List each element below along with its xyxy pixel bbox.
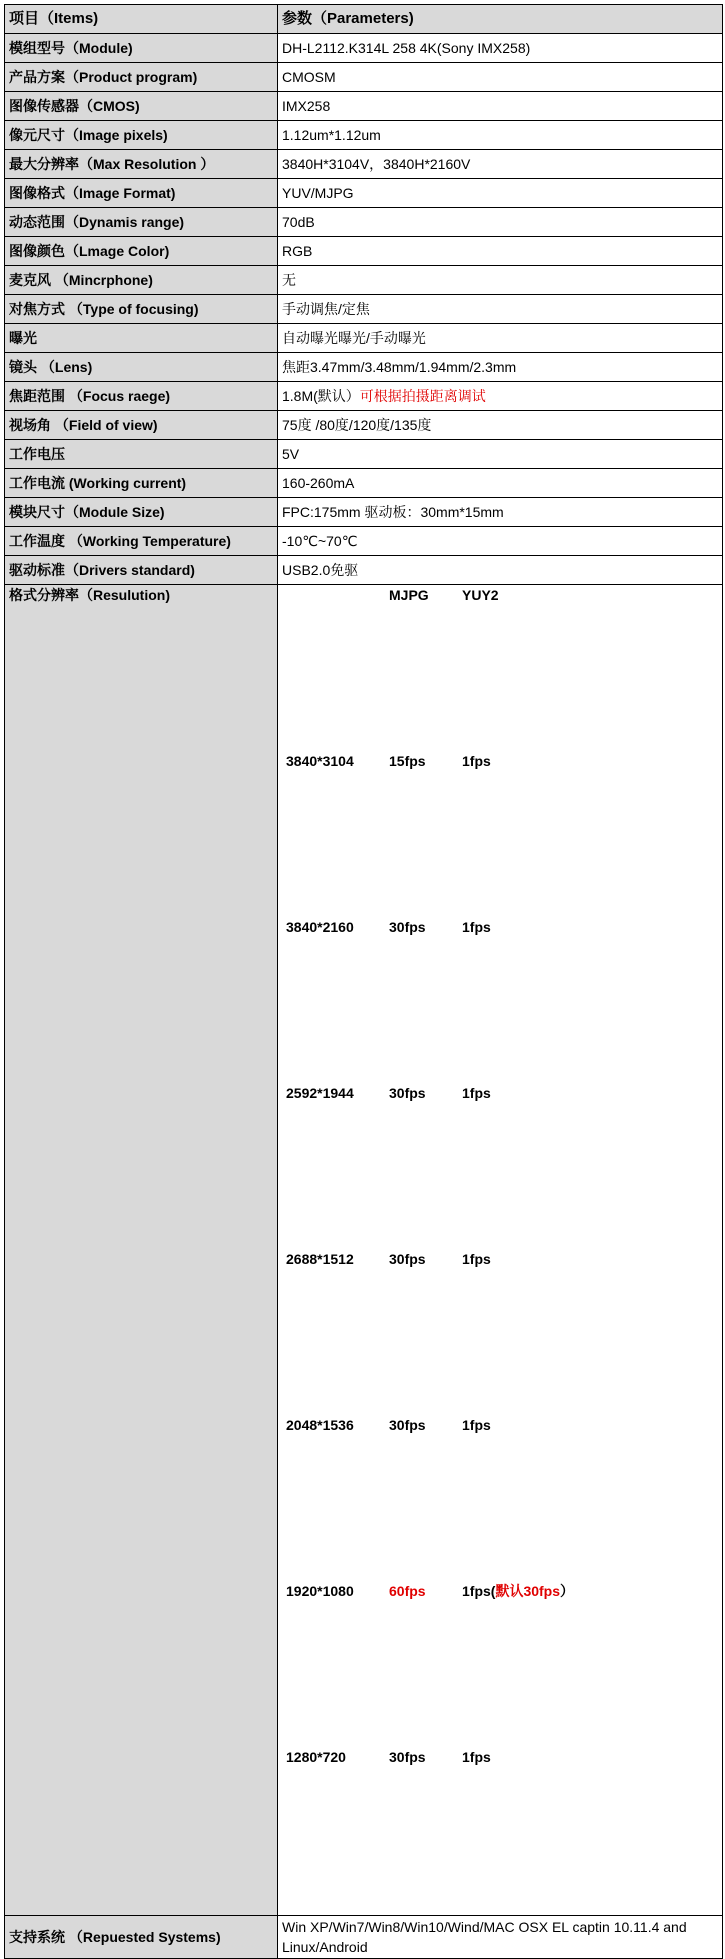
spec-value [278, 208, 723, 237]
resolution-size: 2048*1536 [286, 1417, 354, 1433]
spec-value [278, 237, 723, 266]
spec-value-text: -10℃~70℃ [282, 533, 358, 549]
spec-row [5, 382, 723, 411]
spec-value-text: 70dB [282, 214, 315, 230]
spec-value-text: 自动曝光曝光/手动曝光 [282, 330, 426, 346]
yuy2-fps-text: 1fps [462, 919, 491, 935]
spec-row [5, 150, 723, 179]
spec-value-text: RGB [282, 243, 313, 259]
spec-label: 视场角 （Field of view) [5, 411, 278, 440]
spec-label: 图像颜色（Lmage Color) [5, 237, 278, 266]
yuy2-fps [458, 1749, 626, 1915]
resolution-entry [282, 1583, 626, 1749]
resolution-entry [282, 1251, 626, 1417]
spec-value-note: 可根据拍摄距离调试 [359, 388, 486, 404]
spec-row [5, 179, 723, 208]
resolution-entry [282, 1417, 626, 1583]
spec-label: 像元尺寸（Image pixels) [5, 121, 278, 150]
resolution-label: 格式分辨率（Resulution) [5, 585, 278, 1916]
spec-value-text: 手动调焦/定焦 [282, 301, 370, 317]
resolution-size: 3840*3104 [286, 753, 354, 769]
spec-row [5, 498, 723, 527]
spec-label: 产品方案（Product program) [5, 63, 278, 92]
yuy2-fps-text: 1fps [462, 753, 491, 769]
spec-row [5, 208, 723, 237]
spec-row [5, 411, 723, 440]
spec-value-text: FPC:175mm 驱动板：30mm*15mm [282, 504, 504, 520]
spec-value-text: USB2.0免驱 [282, 562, 359, 578]
mjpg-fps: 30fps [389, 1417, 426, 1433]
yuy2-fps [458, 1417, 626, 1583]
spec-label: 图像传感器（CMOS) [5, 92, 278, 121]
resolution-size: 1920*1080 [286, 1583, 354, 1599]
spec-value-text: 1.12um*1.12um [282, 127, 381, 143]
resolution-entry [282, 1085, 626, 1251]
mjpg-fps: 30fps [389, 1085, 426, 1101]
resolution-row [5, 585, 723, 1916]
spec-value-text: 1.8M(默认） [282, 388, 360, 404]
spec-value-text: 160-260mA [282, 475, 355, 491]
spec-value-text: 无 [282, 272, 296, 288]
spec-value [278, 63, 723, 92]
spec-value [278, 382, 723, 411]
spec-label: 对焦方式 （Type of focusing) [5, 295, 278, 324]
spec-value [278, 92, 723, 121]
spec-row [5, 324, 723, 353]
systems-row [5, 1916, 723, 1959]
spec-value-text: 75度 /80度/120度/135度 [282, 417, 432, 433]
spec-value [278, 34, 723, 63]
spec-value [278, 527, 723, 556]
spec-label: 曝光 [5, 324, 278, 353]
spec-value-text: CMOSM [282, 69, 336, 85]
spec-value-text: IMX258 [282, 98, 331, 114]
resolution-entry [282, 753, 626, 919]
spec-value [278, 353, 723, 382]
mjpg-fps: 30fps [389, 1251, 426, 1267]
spec-value-text: 5V [282, 446, 300, 462]
yuy2-fps [458, 753, 626, 919]
mjpg-fps: 15fps [389, 753, 426, 769]
spec-value [278, 440, 723, 469]
spec-row [5, 121, 723, 150]
spec-label: 模组型号（Module) [5, 34, 278, 63]
spec-row [5, 92, 723, 121]
yuy2-fps [458, 1583, 626, 1749]
resolution-size: 2592*1944 [286, 1085, 354, 1101]
spec-value-text: 3840H*3104V，3840H*2160V [282, 156, 471, 172]
spec-row [5, 266, 723, 295]
spec-value [278, 121, 723, 150]
yuy2-fps [458, 919, 626, 1085]
yuy2-fps-text: 1fps [462, 1749, 491, 1765]
spec-label: 驱动标准（Drivers standard) [5, 556, 278, 585]
spec-value-text: YUV/MJPG [282, 185, 354, 201]
mjpg-fps: 60fps [389, 1583, 426, 1599]
spec-row [5, 440, 723, 469]
yuy2-fps-text: 1fps( [462, 1583, 496, 1599]
spec-table [4, 4, 723, 1959]
header-parameters: 参数（Parameters) [278, 5, 723, 34]
spec-row [5, 63, 723, 92]
mjpg-fps: 30fps [389, 1749, 426, 1765]
spec-value [278, 295, 723, 324]
spec-label: 焦距范围 （Focus raege) [5, 382, 278, 411]
spec-value [278, 411, 723, 440]
yuy2-default-note: 默认30fps [495, 1583, 561, 1599]
spec-value [278, 498, 723, 527]
resolution-size: 1280*720 [286, 1749, 346, 1765]
spec-value-text: 焦距3.47mm/3.48mm/1.94mm/2.3mm [282, 359, 517, 375]
resolution-table [282, 587, 626, 1915]
yuy2-fps-text: 1fps [462, 1417, 491, 1433]
mjpg-header: MJPG [389, 587, 429, 603]
spec-value [278, 266, 723, 295]
yuy2-fps [458, 1085, 626, 1251]
spec-label: 工作温度 （Working Temperature) [5, 527, 278, 556]
resolution-entry [282, 919, 626, 1085]
resolution-header-blank [282, 587, 385, 753]
resolution-header [282, 587, 626, 753]
resolution-values [278, 585, 723, 1916]
yuy2-fps-text: 1fps [462, 1251, 491, 1267]
spec-value [278, 556, 723, 585]
spec-label: 模块尺寸（Module Size) [5, 498, 278, 527]
spec-row [5, 469, 723, 498]
spec-row [5, 353, 723, 382]
yuy2-note-close: ） [560, 1583, 575, 1599]
spec-value-text: DH-L2112.K314L 258 4K(Sony IMX258) [282, 40, 531, 56]
resolution-entry [282, 1749, 626, 1915]
yuy2-fps [458, 1251, 626, 1417]
header-items: 项目（Items) [5, 5, 278, 34]
yuy2-header: YUY2 [462, 587, 499, 603]
resolution-size: 3840*2160 [286, 919, 354, 935]
spec-row [5, 527, 723, 556]
spec-value [278, 469, 723, 498]
spec-label: 最大分辨率（Max Resolution ） [5, 150, 278, 179]
spec-label: 工作电压 [5, 440, 278, 469]
spec-label: 镜头 （Lens) [5, 353, 278, 382]
spec-value [278, 324, 723, 353]
yuy2-fps-text: 1fps [462, 1085, 491, 1101]
spec-value [278, 150, 723, 179]
spec-row [5, 295, 723, 324]
spec-label: 动态范围（Dynamis range) [5, 208, 278, 237]
systems-value: Win XP/Win7/Win8/Win10/Wind/MAC OSX EL captin 10.11.4 and Linux/Android [278, 1916, 723, 1959]
spec-row [5, 556, 723, 585]
header-row [5, 5, 723, 34]
mjpg-fps: 30fps [389, 919, 426, 935]
spec-value [278, 179, 723, 208]
spec-row [5, 34, 723, 63]
resolution-size: 2688*1512 [286, 1251, 354, 1267]
spec-row [5, 237, 723, 266]
spec-label: 图像格式（Image Format) [5, 179, 278, 208]
systems-label: 支持系统 （Repuested Systems) [5, 1916, 278, 1959]
spec-label: 工作电流 (Working current) [5, 469, 278, 498]
spec-label: 麦克风 （Mincrphone) [5, 266, 278, 295]
